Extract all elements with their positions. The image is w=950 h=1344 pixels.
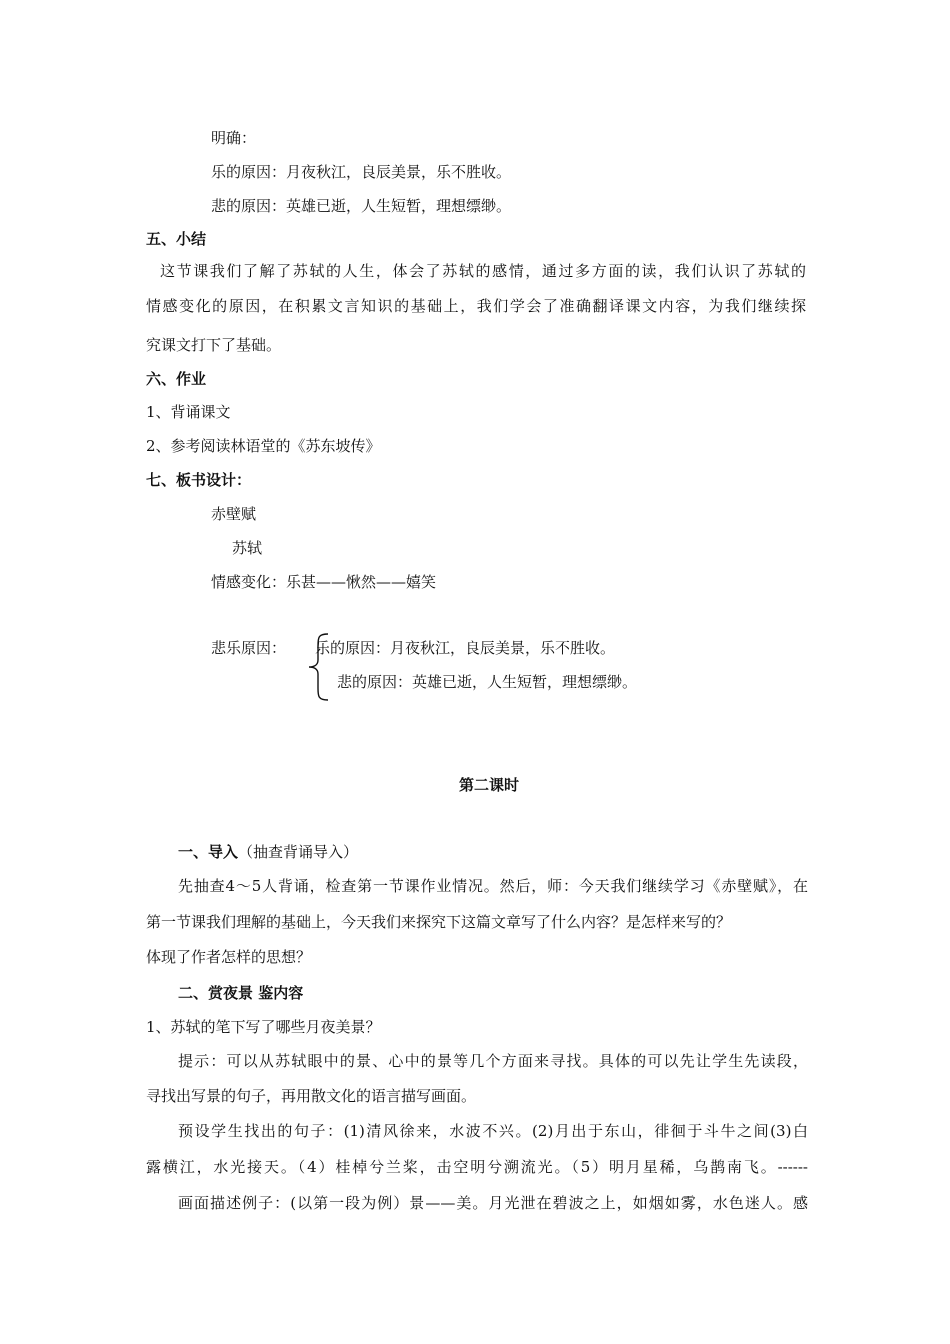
intro-line-2: 第一节课我们理解的基础上，今天我们来探究下这篇文章写了什么内容？是怎样来写的？ <box>146 913 732 931</box>
homework-item-1: 1、背诵课文 <box>146 403 231 421</box>
board-title: 赤壁赋 <box>211 505 257 523</box>
clarify-sorrow-reason: 悲的原因：英雄已逝，人生短暂，理想缥缈。 <box>211 197 512 215</box>
summary-line-3: 究课文打下了基础。 <box>146 336 282 354</box>
board-sorrow-reason: 悲的原因：英雄已逝，人生短暂，理想缥缈。 <box>337 673 638 691</box>
board-heading: 七、板书设计： <box>146 471 252 489</box>
summary-heading: 五、小结 <box>146 230 207 248</box>
homework-item-2: 2、参考阅读林语堂的《苏东坡传》 <box>146 437 381 455</box>
board-joy-reason: 乐的原因：月夜秋江，良辰美景，乐不胜收。 <box>315 639 616 657</box>
intro-line-3: 体现了作者怎样的思想？ <box>146 948 312 966</box>
clarify-joy-reason: 乐的原因：月夜秋江，良辰美景，乐不胜收。 <box>211 163 512 181</box>
intro-heading: 一、导入 <box>178 843 239 861</box>
board-emotion: 情感变化：乐甚——愀然——嬉笑 <box>211 573 437 591</box>
hint-line-1: 提示：可以从苏轼眼中的景、心中的景等几个方面来寻找。具体的可以先让学生先读段， <box>178 1052 808 1070</box>
summary-line-2: 情感变化的原因，在积累文言知识的基础上，我们学会了准确翻译课文内容，为我们继续探 <box>146 297 806 315</box>
intro-line-1: 先抽查4～5人背诵，检查第一节课作业情况。然后，师：今天我们继续学习《赤壁赋》，在 <box>178 877 808 895</box>
summary-line-1: 这节课我们了解了苏轼的人生，体会了苏轼的感情，通过多方面的读，我们认识了苏轼的 <box>160 262 806 280</box>
intro-note: （抽查背诵导入） <box>238 843 359 861</box>
section2-heading: 二、赏夜景 鉴内容 <box>178 984 304 1002</box>
board-author: 苏轼 <box>232 539 263 557</box>
preset-line-2: 露横江，水光接天。（4）桂棹兮兰桨，击空明兮溯流光。（5）明月星稀，乌鹊南飞。------ <box>146 1158 808 1176</box>
preset-line-1: 预设学生找出的句子：(1)清风徐来，水波不兴。(2)月出于东山，徘徊于斗牛之间(3)白 <box>178 1122 808 1140</box>
intro-heading-line <box>178 842 358 862</box>
example-line: 画面描述例子：(以第一段为例）景——美。月光泄在碧波之上，如烟如雾，水色迷人。感 <box>178 1194 808 1212</box>
board-reason-label: 悲乐原因： <box>211 639 287 657</box>
lesson2-title: 第二课时 <box>459 776 520 794</box>
question-1: 1、苏轼的笔下写了哪些月夜美景？ <box>146 1018 381 1036</box>
clarify-label: 明确： <box>211 129 257 147</box>
homework-heading: 六、作业 <box>146 370 207 388</box>
hint-line-2: 寻找出写景的句子，再用散文化的语言描写画面。 <box>146 1087 477 1105</box>
